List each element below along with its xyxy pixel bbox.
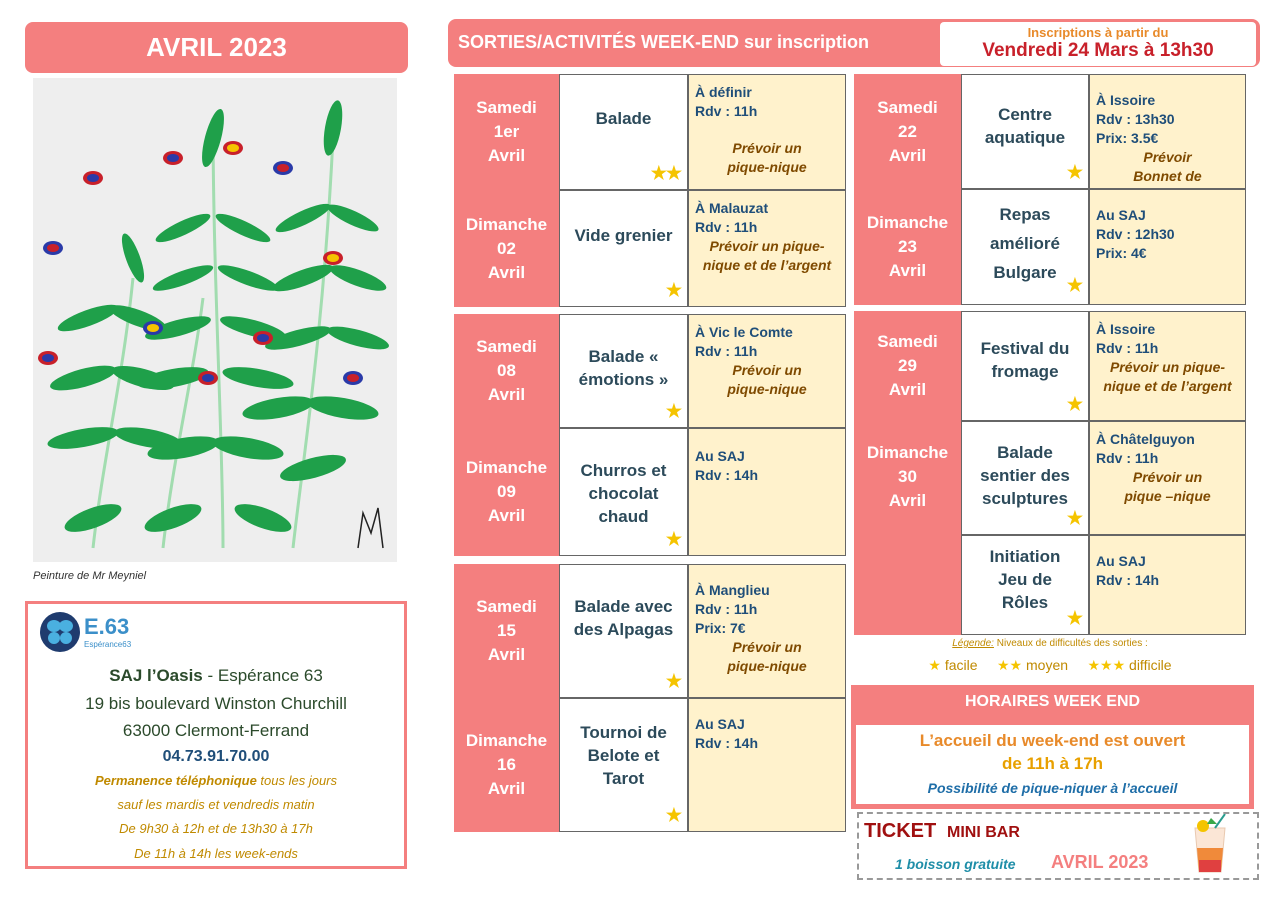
star-rating-icon: ★ bbox=[665, 805, 681, 825]
activity-alpagas bbox=[559, 564, 688, 698]
minibar-label: MINI BAR bbox=[947, 824, 1020, 841]
activity-name: Initiation Jeu de Rôles bbox=[989, 546, 1061, 612]
day-number: 29 bbox=[898, 356, 917, 375]
legend-medium: moyen bbox=[1026, 657, 1069, 673]
phone-number: 04.73.91.70.00 bbox=[162, 748, 270, 765]
info-location: À Manglieu bbox=[695, 582, 770, 598]
activity-repas-bulgare bbox=[961, 189, 1089, 305]
day-number: 09 bbox=[497, 482, 516, 501]
hours-line-time: de 11h à 17h bbox=[1001, 754, 1104, 773]
logo-subtext: Espérance63 bbox=[84, 640, 132, 649]
legend-items bbox=[854, 657, 1246, 674]
day-month: Avril bbox=[487, 779, 526, 798]
activity-belote bbox=[559, 698, 688, 832]
day-number: 02 bbox=[497, 238, 516, 258]
saj-name-rest: - Espérance 63 bbox=[202, 666, 323, 685]
day-number: 16 bbox=[497, 755, 516, 774]
painting-caption bbox=[33, 570, 146, 582]
header-title: SORTIES/ACTIVITÉS WEEK-END sur inscription bbox=[458, 32, 870, 52]
star-rating-icon: ★ bbox=[665, 529, 681, 549]
day-number: 1er bbox=[493, 122, 520, 141]
legend-title-rest: Niveaux de difficultés des sorties : bbox=[993, 638, 1148, 649]
mini-bar-ticket bbox=[857, 812, 1259, 880]
day-month: Avril bbox=[487, 645, 526, 664]
info-festival-fromage bbox=[1089, 311, 1246, 421]
header-banner bbox=[448, 19, 1260, 67]
ticket-label: TICKET bbox=[864, 820, 937, 842]
activity-balade-emotions bbox=[559, 314, 688, 428]
activity-vide-grenier bbox=[559, 190, 688, 307]
info-note: Prévoir Bonnet de bbox=[1133, 149, 1202, 184]
month-title-text: AVRIL 2023 bbox=[146, 32, 287, 62]
star-rating-icon: ★ bbox=[665, 401, 681, 421]
info-location: Au SAJ bbox=[695, 716, 745, 732]
butterfly-logo-icon bbox=[40, 612, 80, 652]
hours-body bbox=[856, 725, 1249, 804]
info-jeu-roles bbox=[1089, 535, 1246, 635]
info-location: À Issoire bbox=[1096, 321, 1156, 337]
info-price: Prix: 7€ bbox=[695, 620, 746, 636]
saj-name bbox=[28, 666, 404, 686]
activity-churros bbox=[559, 428, 688, 556]
info-repas-bulgare bbox=[1089, 189, 1246, 305]
info-location: À Issoire bbox=[1096, 92, 1156, 108]
day-sat-29 bbox=[854, 311, 961, 421]
day-number: 23 bbox=[898, 237, 917, 256]
day-label: Samedi bbox=[476, 597, 537, 616]
info-rdv: Rdv : 13h30 bbox=[1096, 111, 1175, 127]
star-rating-icon: ★ bbox=[1066, 508, 1082, 528]
permanence-bold: Permanence téléphonique bbox=[94, 773, 257, 788]
address-line-2: 63000 Clermont-Ferrand bbox=[122, 721, 310, 740]
info-churros bbox=[688, 428, 846, 556]
legend bbox=[854, 638, 1246, 682]
star-rating-icon: ★★ bbox=[650, 163, 681, 183]
info-location: Au SAJ bbox=[1096, 553, 1146, 569]
info-note: Prévoir un pique-nique et de l’argent bbox=[1103, 359, 1232, 394]
info-location: À Malauzat bbox=[695, 200, 769, 216]
day-sat-22 bbox=[854, 74, 961, 189]
permanence-line bbox=[28, 773, 404, 788]
ticket-month: AVRIL 2023 bbox=[1051, 852, 1149, 872]
day-number: 22 bbox=[898, 121, 917, 141]
star-rating-icon: ★ bbox=[1066, 162, 1082, 182]
day-label: Samedi bbox=[476, 337, 537, 356]
info-rdv: Rdv : 11h bbox=[1096, 340, 1159, 356]
free-drink-text: 1 boisson gratuite bbox=[895, 856, 1016, 872]
activity-name: Balade bbox=[595, 109, 652, 128]
day-label: Samedi bbox=[476, 98, 537, 117]
activity-centre-aquatique bbox=[961, 74, 1089, 189]
day-month: Avril bbox=[888, 145, 927, 165]
info-note: Prévoir un pique-nique bbox=[727, 639, 807, 674]
month-title bbox=[25, 22, 408, 73]
hours-line-open: L’accueil du week-end est ouvert bbox=[919, 731, 1186, 750]
info-rdv: Rdv : 12h30 bbox=[1096, 226, 1175, 242]
activity-name: Tournoi de Belote et Tarot bbox=[580, 723, 667, 788]
info-note: Prévoir un pique-nique bbox=[727, 140, 807, 175]
info-alpagas bbox=[688, 564, 846, 698]
legend-hard: difficile bbox=[1129, 657, 1172, 673]
day-number: 08 bbox=[497, 361, 516, 380]
day-month: Avril bbox=[888, 491, 927, 510]
address-line-1: 19 bis boulevard Winston Churchill bbox=[85, 694, 347, 713]
hours-line-picnic: Possibilité de pique-niquer à l’accueil bbox=[927, 780, 1178, 796]
inscription-line-2: Vendredi 24 Mars à 13h30 bbox=[982, 40, 1214, 61]
info-location: À Châtelguyon bbox=[1096, 431, 1195, 447]
day-label: Dimanche bbox=[866, 213, 949, 232]
legend-label: Légende: bbox=[952, 638, 994, 649]
star-rating-icon: ★ bbox=[1066, 275, 1082, 295]
day-sat-8 bbox=[454, 314, 559, 428]
day-label: Samedi bbox=[877, 97, 938, 117]
saj-name-bold: SAJ l’Oasis bbox=[109, 666, 203, 685]
inscription-box bbox=[940, 22, 1256, 66]
info-rdv: Rdv : 11h bbox=[695, 103, 758, 119]
info-location: Au SAJ bbox=[695, 448, 745, 464]
activity-name: Centre aquatique bbox=[984, 104, 1066, 147]
star-rating-icon: ★ bbox=[1066, 608, 1082, 628]
day-sun-23 bbox=[854, 189, 961, 305]
day-sat-1 bbox=[454, 74, 559, 190]
info-belote bbox=[688, 698, 846, 832]
star-rating-icon: ★ bbox=[665, 671, 681, 691]
day-month: Avril bbox=[888, 380, 927, 399]
info-rdv: Rdv : 11h bbox=[1096, 450, 1159, 466]
star-easy-icon: ★ bbox=[928, 657, 941, 673]
permanence-line-2: sauf les mardis et vendredis matin bbox=[117, 797, 315, 812]
hours-line-2: De 11h à 14h les week-ends bbox=[134, 846, 298, 861]
info-note: Prévoir un pique-nique et de l’argent bbox=[702, 238, 832, 273]
day-month: Avril bbox=[888, 261, 927, 280]
activity-name: Repas amélioré Bulgare bbox=[990, 204, 1060, 282]
activity-name: Festival du fromage bbox=[980, 339, 1070, 381]
info-balade bbox=[688, 74, 846, 190]
day-label: Dimanche bbox=[465, 214, 548, 234]
painting-illustration bbox=[33, 78, 397, 562]
star-medium-icon: ★★ bbox=[997, 657, 1023, 673]
activity-festival-fromage bbox=[961, 311, 1089, 421]
info-note: Prévoir un pique –nique bbox=[1124, 469, 1211, 504]
inscription-line-1: Inscriptions à partir du bbox=[1027, 25, 1169, 40]
info-centre-aquatique bbox=[1089, 74, 1246, 189]
info-rdv: Rdv : 14h bbox=[695, 735, 759, 751]
legend-title bbox=[854, 638, 1246, 649]
info-location: À Vic le Comte bbox=[695, 324, 793, 340]
day-month: Avril bbox=[487, 262, 526, 282]
activity-sentier-sculptures bbox=[961, 421, 1089, 535]
info-location: Au SAJ bbox=[1096, 207, 1146, 223]
day-number: 30 bbox=[898, 467, 917, 486]
day-sun-9 bbox=[454, 428, 559, 556]
info-rdv: Rdv : 11h bbox=[695, 601, 758, 617]
info-balade-emotions bbox=[688, 314, 846, 428]
info-vide-grenier bbox=[688, 190, 846, 307]
info-rdv: Rdv : 14h bbox=[695, 467, 759, 483]
activity-name: Vide grenier bbox=[574, 226, 673, 245]
activity-name: Balade sentier des sculptures bbox=[980, 442, 1070, 508]
day-label: Samedi bbox=[877, 332, 938, 351]
day-month: Avril bbox=[487, 146, 526, 165]
permanence-rest: tous les jours bbox=[256, 773, 338, 788]
activity-jeu-roles bbox=[961, 535, 1089, 635]
flower-painting bbox=[33, 78, 397, 562]
hours-line-1: De 9h30 à 12h et de 13h30 à 17h bbox=[119, 821, 313, 836]
info-sentier-sculptures bbox=[1089, 421, 1246, 535]
activity-balade bbox=[559, 74, 688, 190]
day-month: Avril bbox=[487, 385, 526, 404]
day-sun-2 bbox=[454, 190, 559, 307]
info-price: Prix: 3.5€ bbox=[1096, 130, 1159, 146]
legend-easy: facile bbox=[944, 657, 978, 673]
activity-name: Balade « émotions » bbox=[578, 347, 669, 389]
activity-name: Balade avec des Alpagas bbox=[573, 597, 674, 639]
hours-box bbox=[851, 685, 1254, 809]
logo-text: E.63 bbox=[84, 614, 130, 639]
info-rdv: Rdv : 11h bbox=[695, 343, 758, 359]
info-rdv: Rdv : 11h bbox=[695, 219, 758, 235]
caption-text: Peinture de Mr Meyniel bbox=[33, 570, 147, 582]
day-sun-16 bbox=[454, 698, 559, 832]
info-rdv: Rdv : 14h bbox=[1096, 572, 1160, 588]
star-hard-icon: ★★★ bbox=[1087, 657, 1126, 673]
info-note: Prévoir un pique-nique bbox=[727, 362, 807, 397]
day-sun-30 bbox=[854, 421, 961, 635]
star-rating-icon: ★ bbox=[1066, 394, 1082, 414]
activity-name: Churros et chocolat chaud bbox=[580, 461, 667, 526]
cocktail-icon bbox=[1185, 814, 1235, 876]
day-label: Dimanche bbox=[465, 458, 548, 477]
contact-box bbox=[25, 601, 407, 869]
info-price: Prix: 4€ bbox=[1096, 245, 1147, 261]
e63-logo bbox=[40, 612, 160, 658]
hours-title: HORAIRES WEEK END bbox=[964, 693, 1141, 710]
day-number: 15 bbox=[497, 621, 516, 640]
day-label: Dimanche bbox=[465, 731, 548, 750]
day-label: Dimanche bbox=[866, 443, 949, 462]
day-month: Avril bbox=[487, 506, 526, 525]
day-sat-15 bbox=[454, 564, 559, 698]
star-rating-icon: ★ bbox=[665, 280, 681, 300]
info-location: À définir bbox=[695, 84, 752, 100]
